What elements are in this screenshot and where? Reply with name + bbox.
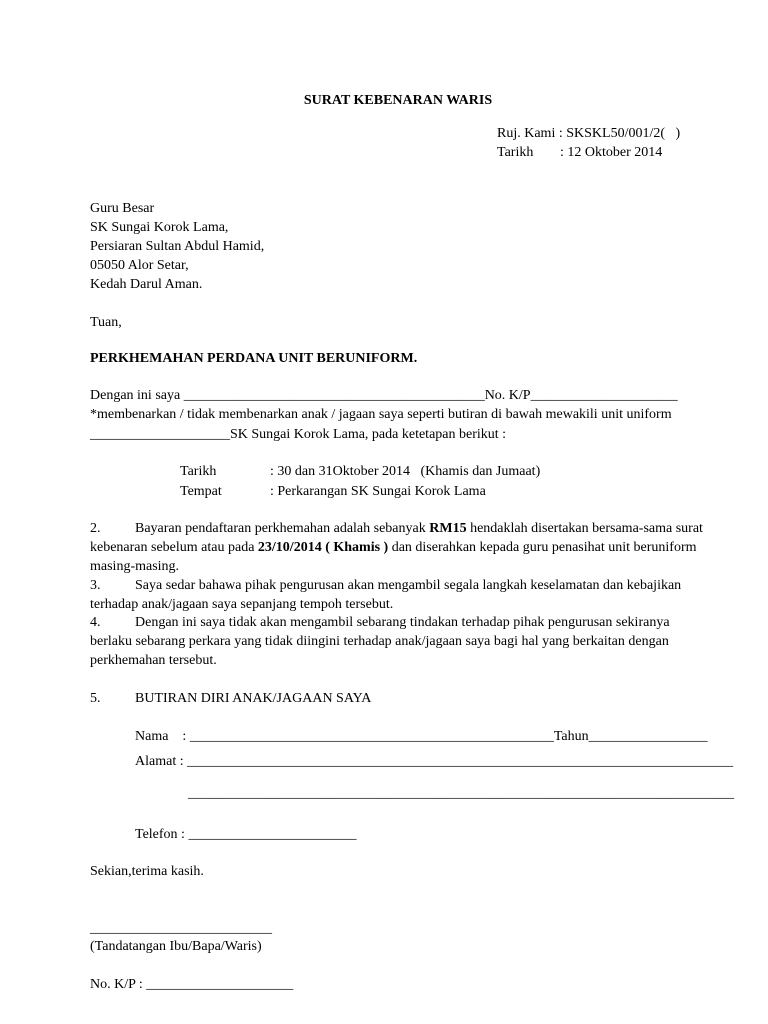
paragraph-number: 4. bbox=[90, 615, 101, 630]
paragraph-2-text: dan diserahkan kepada guru penasihat unit beruniform bbox=[388, 540, 697, 555]
intro-line: *membenarkan / tidak membenarkan anak / jagaan saya seperti butiran di bawah mewakili unit uniform bbox=[90, 407, 672, 422]
letter-date: : 12 Oktober 2014 bbox=[560, 145, 663, 160]
paragraph-3-line: Saya sedar bahawa pihak pengurusan akan mengambil segala langkah keselamatan dan kebajikan bbox=[135, 578, 682, 593]
salutation: Tuan, bbox=[90, 315, 122, 330]
paragraph-number: 5. bbox=[90, 691, 101, 706]
detail-date: : 30 dan 31Oktober 2014 (Khamis dan Jumaat) bbox=[270, 464, 541, 479]
paragraph-2-line bbox=[90, 539, 697, 557]
paragraph-2-text: kebenaran sebelum atau pada bbox=[90, 540, 258, 555]
paragraph-number: 2. bbox=[90, 521, 101, 536]
signature-label: (Tandatangan Ibu/Bapa/Waris) bbox=[90, 939, 262, 954]
paragraph-2-text: hendaklah disertakan bersama-sama surat bbox=[466, 521, 703, 536]
fee-amount: RM15 bbox=[429, 521, 467, 536]
address-field[interactable]: Alamat : ______________________________________________________________________________ bbox=[135, 754, 734, 769]
letter-title: SURAT KEBENARAN WARIS bbox=[303, 93, 493, 108]
paragraph-2-text: Bayaran pendaftaran perkhemahan adalah sebanyak bbox=[135, 521, 430, 536]
recipient-line: SK Sungai Korok Lama, bbox=[90, 220, 229, 235]
deadline-date: 23/10/2014 ( Khamis ) bbox=[257, 540, 389, 555]
address-field-line-2[interactable]: ______________________________________________________________________________ bbox=[188, 786, 734, 801]
paragraph-4-line: perkhemahan tersebut. bbox=[90, 653, 217, 668]
letter-date-label: Tarikh bbox=[497, 145, 534, 160]
paragraph-4-line: berlaku sebarang perkara yang tidak diingini terhadap anak/jagaan saya bagi hal yang berkaitan dengan bbox=[90, 634, 669, 649]
paragraph-2-line: masing-masing. bbox=[90, 559, 180, 574]
detail-date-label: Tarikh bbox=[180, 464, 217, 479]
closing-remark: Sekian,terima kasih. bbox=[90, 864, 204, 879]
recipient-line: Guru Besar bbox=[90, 201, 155, 216]
guardian-id-field[interactable]: No. K/P : _____________________ bbox=[90, 977, 294, 992]
subject-heading: PERKHEMAHAN PERDANA UNIT BERUNIFORM. bbox=[90, 351, 418, 366]
intro-line: Dengan ini saya ___________________________________________No. K/P_____________________ bbox=[90, 388, 678, 403]
intro-line: ____________________SK Sungai Korok Lama, pada ketetapan berikut : bbox=[90, 427, 507, 442]
section-heading: BUTIRAN DIRI ANAK/JAGAAN SAYA bbox=[135, 691, 372, 706]
paragraph-2-line bbox=[135, 520, 703, 538]
paragraph-3-line: terhadap anak/jagaan saya sepanjang tempoh tersebut. bbox=[90, 597, 394, 612]
reference-number: Ruj. Kami : SKSKL50/001/2( ) bbox=[497, 126, 681, 141]
paragraph-4-line: Dengan ini saya tidak akan mengambil sebarang tindakan terhadap pihak pengurusan sekiranya bbox=[135, 615, 670, 630]
phone-field[interactable]: Telefon : ________________________ bbox=[135, 827, 357, 842]
name-field[interactable]: Nama : ____________________________________________________Tahun_________________ bbox=[135, 729, 708, 744]
paragraph-number: 3. bbox=[90, 578, 101, 593]
recipient-line: Kedah Darul Aman. bbox=[90, 277, 203, 292]
recipient-line: 05050 Alor Setar, bbox=[90, 258, 189, 273]
detail-venue: : Perkarangan SK Sungai Korok Lama bbox=[270, 484, 486, 499]
detail-venue-label: Tempat bbox=[180, 484, 222, 499]
recipient-line: Persiaran Sultan Abdul Hamid, bbox=[90, 239, 265, 254]
signature-line[interactable]: __________________________ bbox=[90, 921, 272, 936]
